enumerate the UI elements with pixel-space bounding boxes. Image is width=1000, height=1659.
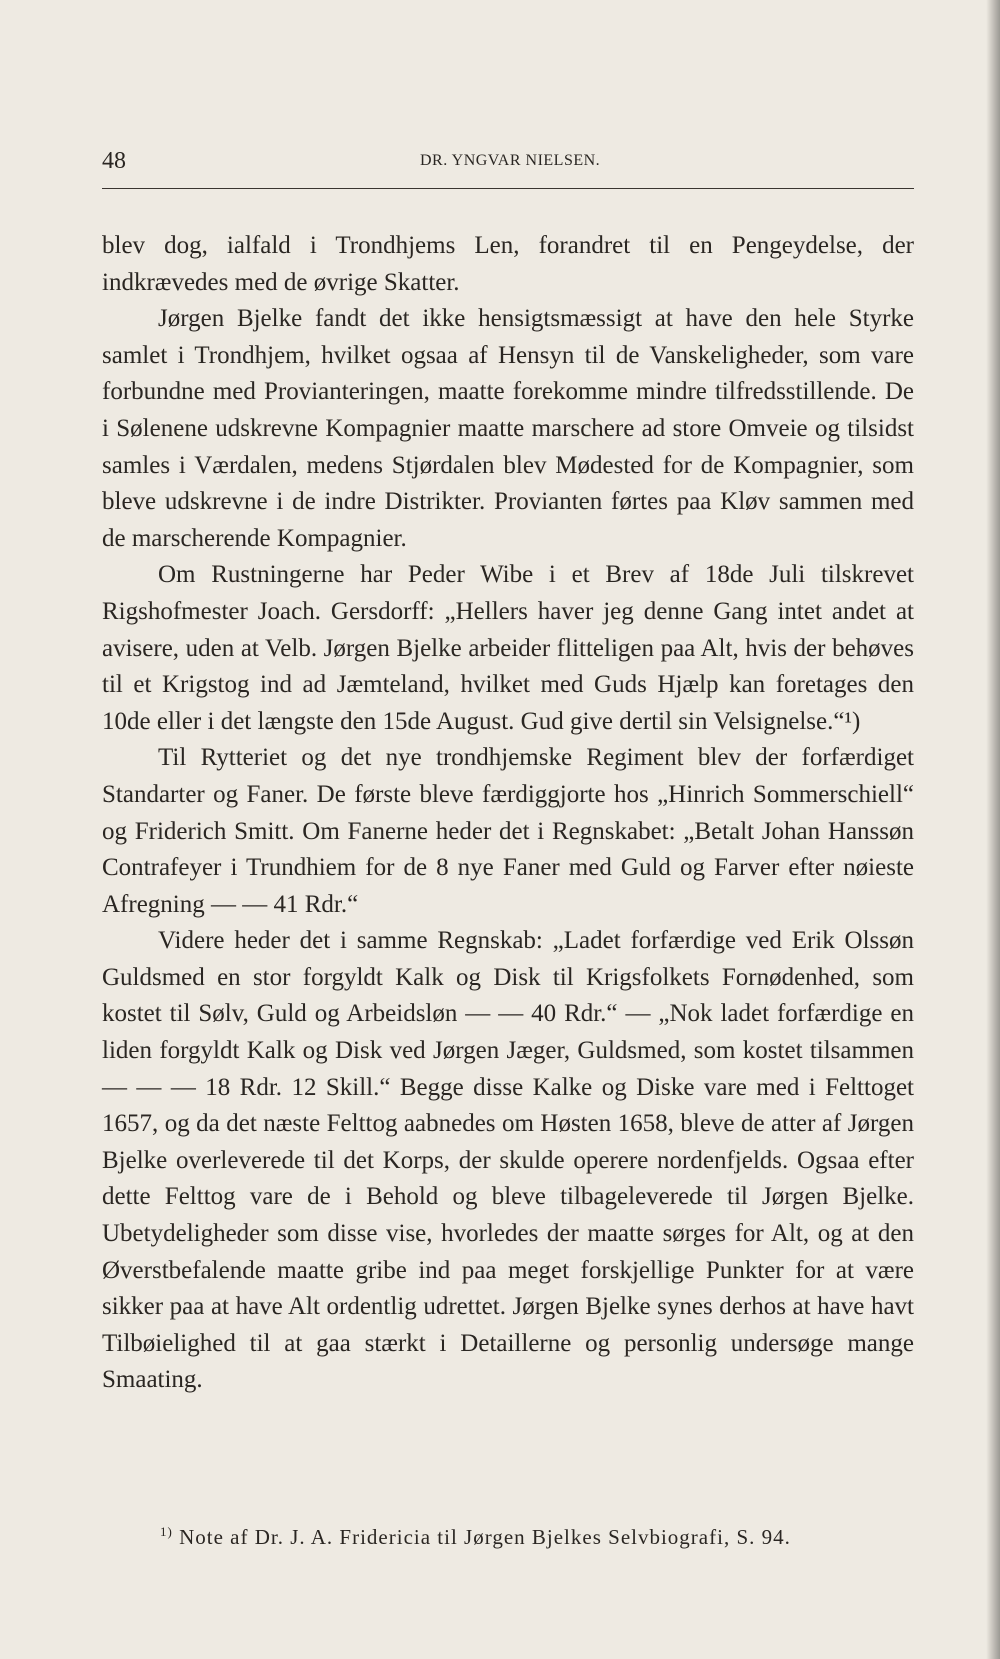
page-edge-shadow [986,0,1000,1659]
paragraph: Jørgen Bjelke fandt det ikke hensigtsmæssigt at have den hele Styrke samlet i Trondhjem, hvilket ogsaa af Hensyn til de Vanskeligheder, som vare forbundne med Provianteringen, maatte forekomme mindre tilfredsstillende. De i Sølenene udskrevne Kompagnier maatte marschere ad store Omveie og tilsidst samles i Værdalen, medens Stjørdalen blev Mødested for de Kompagnier, som bleve udskrevne i de indre Distrikter. Provianten førtes paa Kløv sammen med de marscherende Kompagnier. [102,305,914,552]
paragraph: Om Rustningerne har Peder Wibe i et Brev af 18de Juli tilskrevet Rigshofmester Joach. Gersdorff: „Hellers haver jeg denne Gang intet andet at avisere, uden at Velb. Jørgen Bjelke arbeider flitteligen paa Alt, hvis der behøves til et Krigstog ind ad Jæmteland, hvilket med Guds Hjælp kan foretages den 10de eller i det længste den 15de August. Gud give dertil sin Velsignelse.“¹) [102,561,914,735]
page-header [102,148,914,189]
page-number: 48 [102,148,126,174]
paragraph: Til Rytteriet og det nye trondhjemske Regiment blev der forfærdiget Standarter og Faner. De første bleve færdiggjorte hos „Hinrich Sommerschiell“ og Friderich Smitt. Om Fanerne heder det i Regnskabet: „Betalt Johan Hanssøn Contrafeyer i Trundhiem for de 8 nye Faner med Guld og Farver efter nøieste Afregning — — 41 Rdr.“ [102,744,914,918]
body-text [102,228,914,1399]
paragraph-continuation: blev dog, ialfald i Trondhjems Len, forandret til en Pengeydelse, der indkrævedes med de øvrige Skatter. [102,232,914,296]
footnote [160,1524,920,1550]
footnote-text: Note af Dr. J. A. Fridericia til Jørgen Bjelkes Selvbiografi, S. 94. [179,1525,791,1549]
running-head: DR. YNGVAR NIELSEN. [420,152,601,169]
paragraph: Videre heder det i samme Regnskab: „Ladet forfærdige ved Erik Olssøn Guldsmed en stor forgyldt Kalk og Disk til Krigsfolkets Fornødenhed, som kostet til Sølv, Guld og Arbeidsløn — — 40 Rdr.“ — „Nok ladet forfærdige en liden forgyldt Kalk og Disk ved Jørgen Jæger, Guldsmed, som kostet tilsammen — — — 18 Rdr. 12 Skill.“ Begge disse Kalke og Diske vare med i Felttoget 1657, og da det næste Felttog aabnedes om Høsten 1658, bleve de atter af Jørgen Bjelke overleverede til det Korps, der skulde operere nordenfjelds. Ogsaa efter dette Felttog vare de i Behold og bleve tilbageleverede til Jørgen Bjelke. Ubetydeligheder som disse vise, hvorledes der maatte sørges for Alt, og at den Øverstbefalende maatte gribe ind paa meget forskjellige Punkter for at være sikker paa at have Alt ordentlig udrettet. Jørgen Bjelke synes derhos at have havt Tilbøielighed til at gaa stærkt i Detaillerne og personlig undersøge mange Smaating. [102,927,914,1394]
footnote-marker: 1) [160,1524,173,1539]
